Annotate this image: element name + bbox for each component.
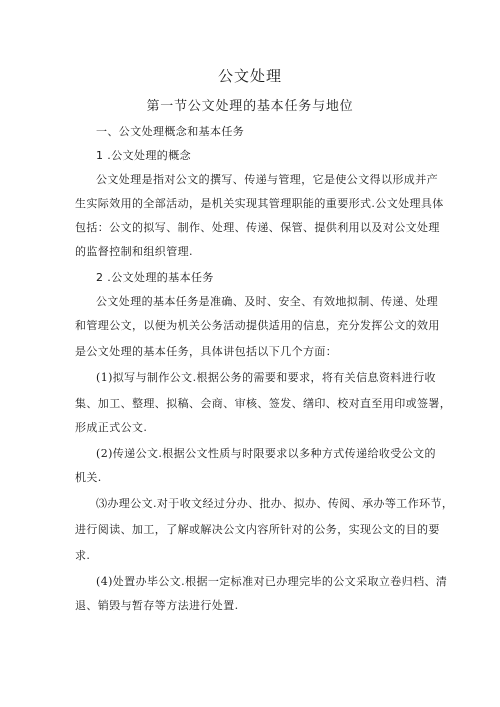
paragraph-1-line-1: 公文处理是指对公文的撰写、传递与管理，它是使公文得以形成并产 — [96, 173, 438, 186]
item-heading-2: 2 .公文处理的基本任务 — [96, 271, 214, 284]
paragraph-5-line-1: ⑶办理公文.对于收文经过分办、批办、拟办、传阅、承办等工作环节， — [96, 497, 454, 510]
paragraph-4-line-1: (2)传递公文.根据公文性质与时限要求以多种方式传递给收受公文的 — [96, 447, 436, 460]
paragraph-1-line-3: 包括：公文的拟写、制作、处理、传递、保管、提供利用以及对公文处理 — [75, 221, 440, 234]
document-title: 公文处理 — [217, 67, 282, 85]
paragraph-6-line-2: 退、销毁与暂存等方法进行处置. — [75, 599, 239, 612]
paragraph-3-line-1: (1)拟写与制作公文.根据公务的需要和要求，将有关信息资料进行收 — [96, 371, 436, 384]
item-heading-1: 1 .公文处理的概念 — [96, 149, 191, 162]
paragraph-5-line-2: 进行阅读、加工，了解或解决公文内容所针对的公务，实现公文的目的要 — [75, 523, 440, 536]
paragraph-1-line-2: 生实际效用的全部活动，是机关实现其管理职能的重要形式.公文处理具体 — [75, 197, 444, 210]
paragraph-2-line-2: 和管理公文，以便为机关公务活动提供适用的信息，充分发挥公文的效用 — [75, 319, 440, 332]
document-subtitle: 第一节公文处理的基本任务与地位 — [146, 99, 354, 114]
paragraph-2-line-3: 是公文处理的基本任务，具体讲包括以下几个方面： — [75, 345, 338, 358]
paragraph-3-line-3: 形成正式公文. — [75, 421, 148, 434]
paragraph-3-line-2: 集、加工、整理、拟稿、会商、审核、签发、缮印、校对直至用印或签署， — [75, 397, 452, 410]
paragraph-4-line-2: 机关. — [75, 471, 102, 484]
paragraph-5-line-3: 求. — [75, 549, 91, 562]
section-heading: 一、公文处理概念和基本任务 — [96, 125, 245, 138]
paragraph-1-line-4: 的监督控制和组织管理. — [75, 245, 193, 258]
paragraph-6-line-1: (4)处置办毕公文.根据一定标准对已办理完毕的公文采取立卷归档、清 — [96, 575, 448, 588]
paragraph-2-line-1: 公文处理的基本任务是准确、及时、安全、有效地拟制、传递、处理 — [96, 295, 438, 308]
